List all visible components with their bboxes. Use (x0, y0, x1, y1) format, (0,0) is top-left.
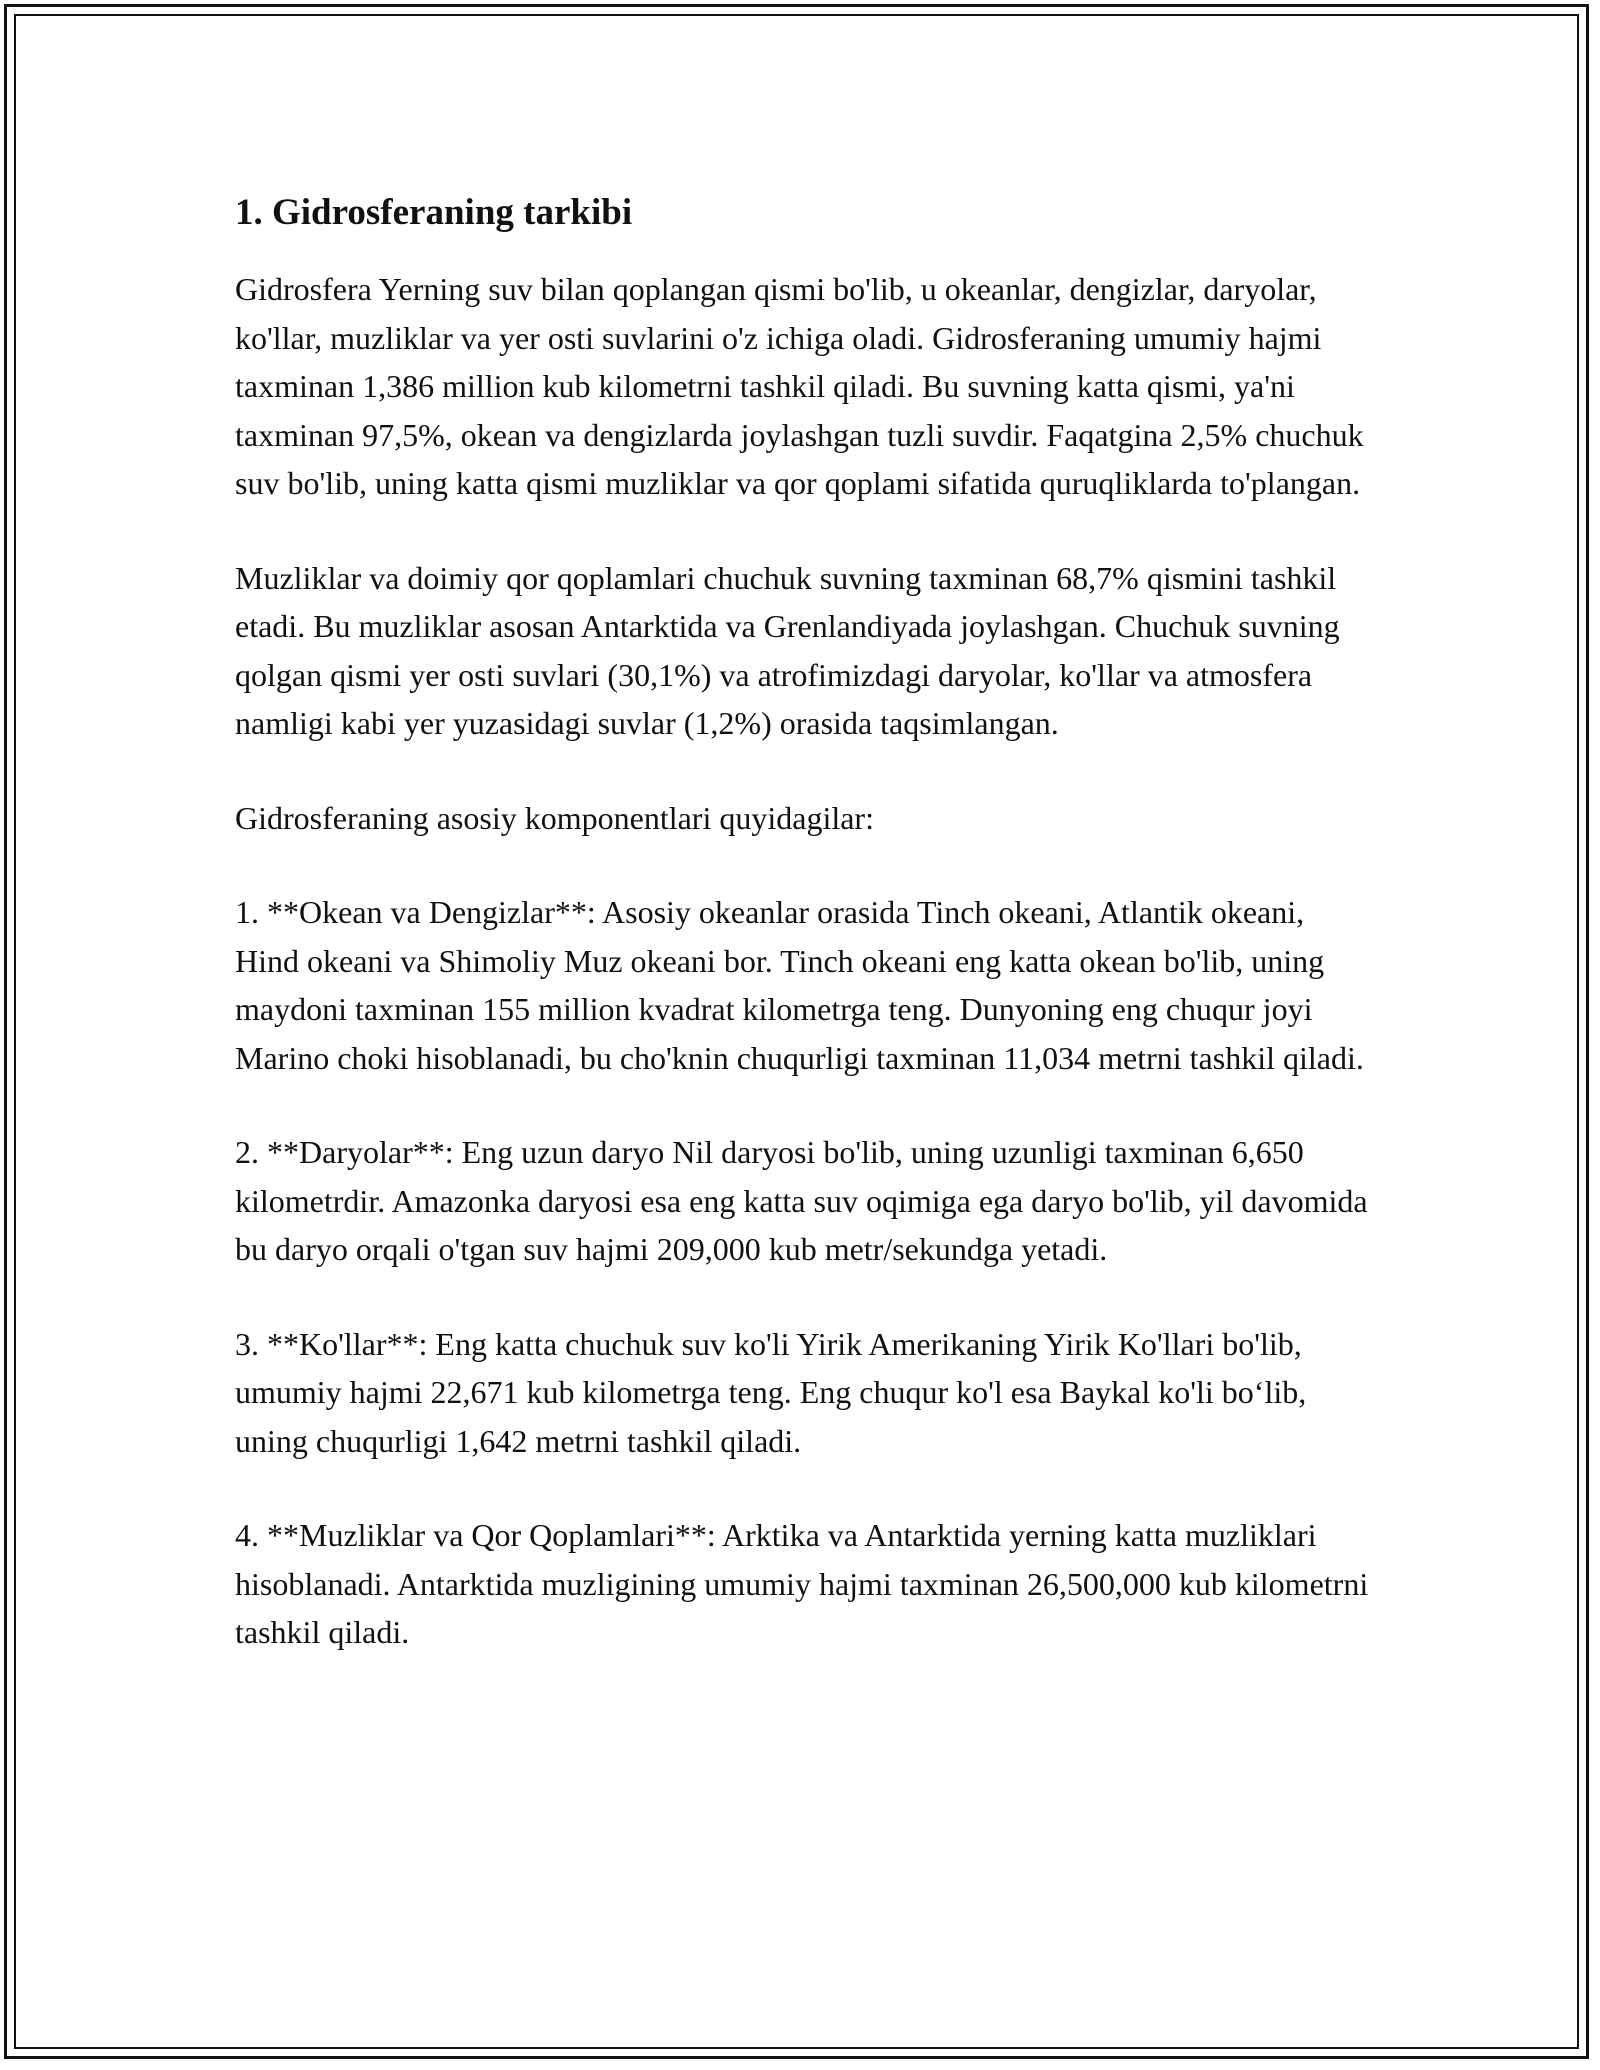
list-item-glaciers-snow: 4. **Muzliklar va Qor Qoplamlari**: Arktika va Antarktida yerning katta muzliklari hisoblanadi. Antarktida muzligining umumiy hajmi taxminan 26,500,000 kub kilometrni tashkil qiladi. (235, 1517, 1369, 1650)
document-body (235, 188, 1375, 1703)
paragraph-glaciers-freshwater: Muzliklar va doimiy qor qoplamlari chuchuk suvning taxminan 68,7% qismini tashkil etadi. Bu muzliklar asosan Antarktida va Grenlandiyada joylashgan. Chuchuk suvning qolgan qismi yer osti suvlari (30,1%) va atrofimizdagi daryolar, ko'llar va atmosfera namligi kabi yer yuzasidagi suvlar (1,2%) orasida taqsimlangan. (235, 559, 1340, 741)
paragraph-hydrosphere-overview: Gidrosfera Yerning suv bilan qoplangan qismi bo'lib, u okeanlar, dengizlar, daryolar, ko'llar, muzliklar va yer osti suvlarini o'z ichiga oladi. Gidrosferaning umumiy hajmi taxminan 1,386 million kub kilometrni tashkil qiladi. Bu suvning katta qismi, ya'ni taxminan 97,5%, okean va dengizlarda joylashgan tuzli suvdir. Faqatgina 2,5% chuchuk suv bo'lib, uning katta qismi muzliklar va qor qoplami sifatida quruqliklarda to'plangan. (235, 271, 1364, 501)
list-item-oceans-seas: 1. **Okean va Dengizlar**: Asosiy okeanlar orasida Tinch okeani, Atlantik okeani, Hind okeani va Shimoliy Muz okeani bor. Tinch okeani eng katta okean bo'lib, uning maydoni taxminan 155 million kvadrat kilometrga teng. Dunyoning eng chuqur joyi Marino choki hisoblanadi, bu cho'knin chuqurligi taxminan 11,034 metrni tashkil qiladi. (235, 894, 1364, 1076)
paragraph-components-intro: Gidrosferaning asosiy komponentlari quyidagilar: (235, 799, 874, 836)
section-heading: 1. Gidrosferaning tarkibi (235, 192, 633, 233)
list-item-lakes: 3. **Ko'llar**: Eng katta chuchuk suv ko'li Yirik Amerikaning Yirik Ko'llari bo'lib, umumiy hajmi 22,671 kub kilometrga teng. Eng chuqur ko'l esa Baykal ko'li bo‘lib, uning chuqurligi 1,642 metrni tashkil qiladi. (235, 1325, 1307, 1459)
list-item-rivers: 2. **Daryolar**: Eng uzun daryo Nil daryosi bo'lib, uning uzunligi taxminan 6,650 kilometrdir. Amazonka daryosi esa eng katta suv oqimiga ega daryo bo'lib, yil davomida bu daryo orqali o'tgan suv hajmi 209,000 kub metr/sekundga yetadi. (235, 1134, 1368, 1267)
